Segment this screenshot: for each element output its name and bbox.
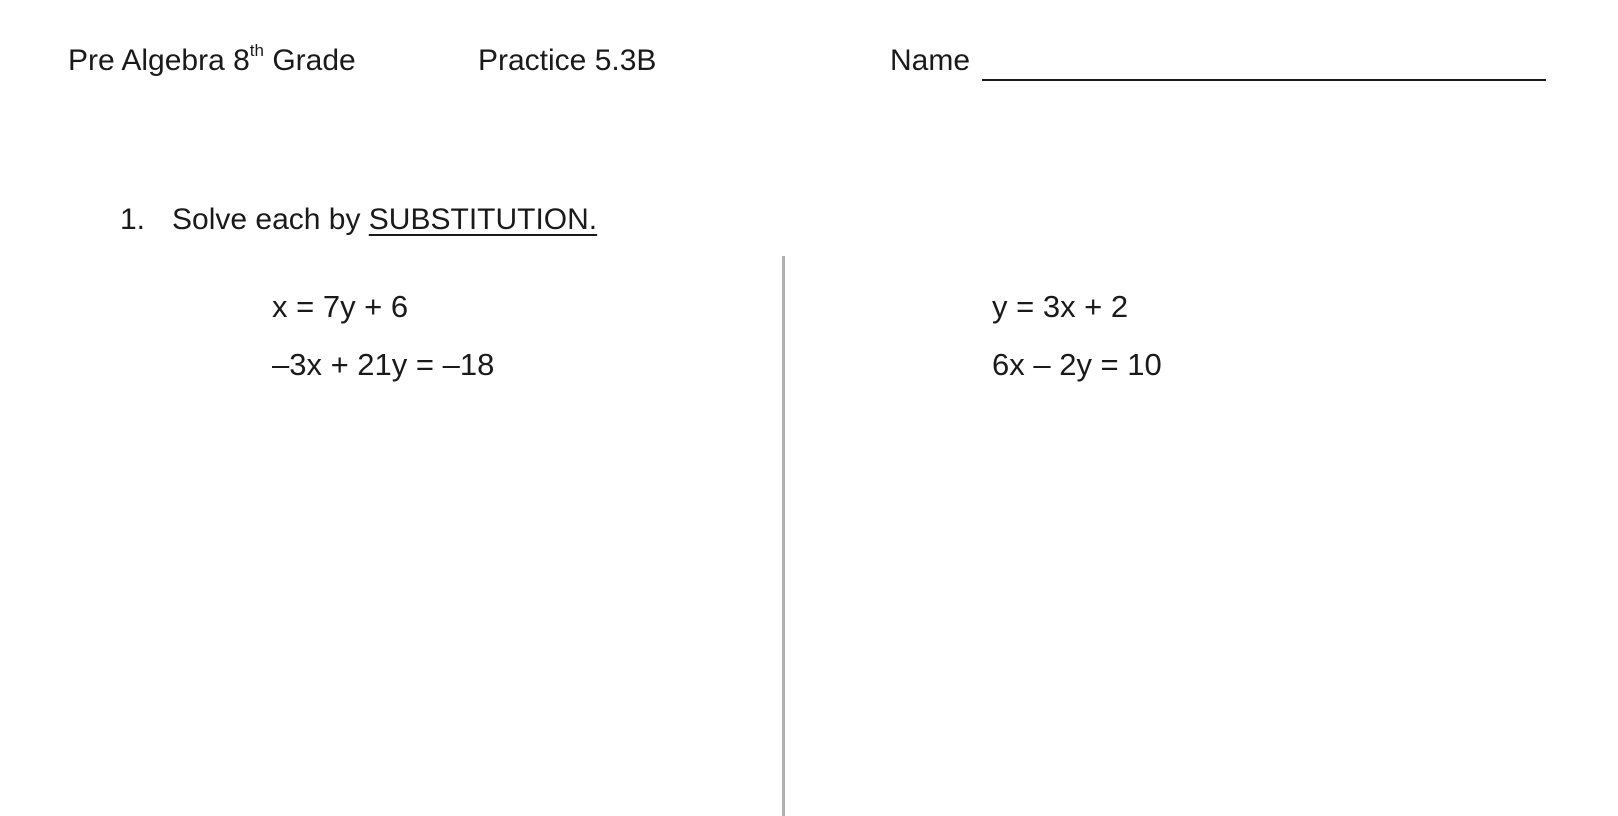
instruction-item bbox=[120, 200, 597, 240]
equation-2a: y = 3x + 2 bbox=[992, 289, 1129, 324]
problem-system-1 bbox=[272, 278, 494, 394]
equation-1b: –3x + 21y = –18 bbox=[272, 347, 495, 382]
course-title-text: Pre Algebra 8 bbox=[68, 44, 250, 77]
instruction-text: Solve each by bbox=[172, 203, 369, 236]
course-title-suffix: Grade bbox=[263, 44, 356, 77]
practice-title: Practice 5.3B bbox=[478, 44, 657, 77]
equation-1a: x = 7y + 6 bbox=[272, 289, 409, 324]
column-divider bbox=[782, 256, 785, 816]
problem-system-2 bbox=[992, 278, 1162, 394]
equation-2b: 6x – 2y = 10 bbox=[992, 347, 1162, 382]
instruction-number: 1. bbox=[120, 203, 146, 236]
name-blank-line[interactable] bbox=[982, 45, 1546, 81]
course-title bbox=[68, 41, 356, 81]
name-label: Name bbox=[890, 44, 971, 77]
name-field[interactable] bbox=[890, 41, 1546, 81]
course-title-superscript: th bbox=[249, 41, 264, 60]
instruction-method: SUBSTITUTION. bbox=[368, 203, 598, 236]
